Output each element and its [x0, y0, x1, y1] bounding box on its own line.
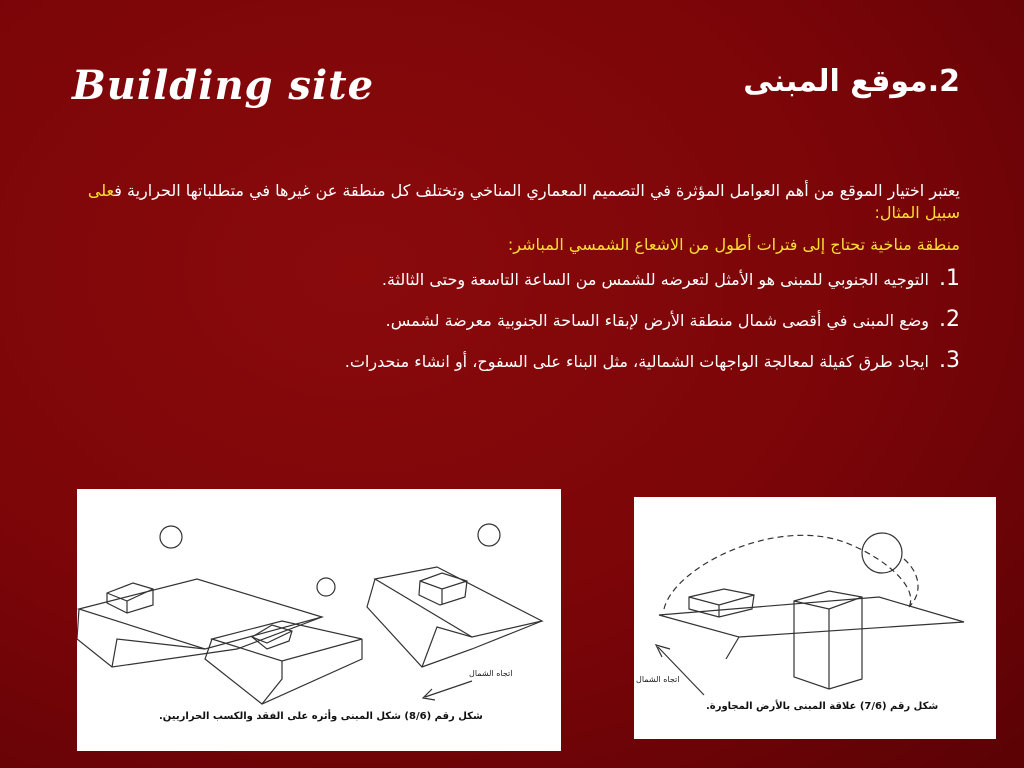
- list-text: ايجاد طرق كفيلة لمعالجة الواجهات الشمالية، مثل البناء على السفوح، أو انشاء منحدرات.: [344, 352, 929, 371]
- sun-icon: [478, 524, 500, 546]
- title-english: Building site: [72, 62, 375, 109]
- list-text: وضع المبنى في أقصى شمال منطقة الأرض لإبقاء الساحة الجنوبية معرضة لشمس.: [385, 311, 929, 330]
- sun-icon: [160, 526, 182, 548]
- climate-line: منطقة مناخية تحتاج إلى فترات أطول من الاشعاع الشمسي المباشر:: [507, 235, 960, 254]
- list-item-2: [60, 309, 960, 332]
- figure-building-land: [634, 497, 996, 739]
- north-direction-label: اتجاه الشمال: [469, 669, 513, 678]
- title-arabic: 2.موقع المبنى: [743, 64, 960, 99]
- list-item-1: [60, 268, 960, 291]
- list-number: 2.: [939, 307, 960, 332]
- figure-caption-left: شكل رقم (8/6) شكل المبنى وأثره على الفقد والكسب الحراريين.: [159, 711, 483, 722]
- list-text: التوجيه الجنوبي للمبنى هو الأمثل لتعرضه للشمس من الساعة التاسعة وحتى الثالثة.: [381, 270, 929, 289]
- body-text: [60, 180, 960, 391]
- figure-caption-right: شكل رقم (7/6) علاقة المبنى بالأرض المجاورة.: [706, 701, 939, 712]
- figure-building-shape: [77, 489, 561, 751]
- list-item-3: [60, 350, 960, 373]
- intro-main: يعتبر اختيار الموقع من أهم العوامل المؤثرة في التصميم المعماري المناخي وتختلف كل منطقة عن غيرها في متطلباتها الحرارية ف: [114, 181, 960, 200]
- intro-paragraph: [60, 180, 960, 224]
- list-number: 3.: [939, 348, 960, 373]
- north-direction-label: اتجاه الشمال: [636, 675, 680, 684]
- intro-highlight: على سبيل المثال:: [87, 181, 960, 222]
- sun-icon: [317, 578, 335, 596]
- list-number: 1.: [939, 266, 960, 291]
